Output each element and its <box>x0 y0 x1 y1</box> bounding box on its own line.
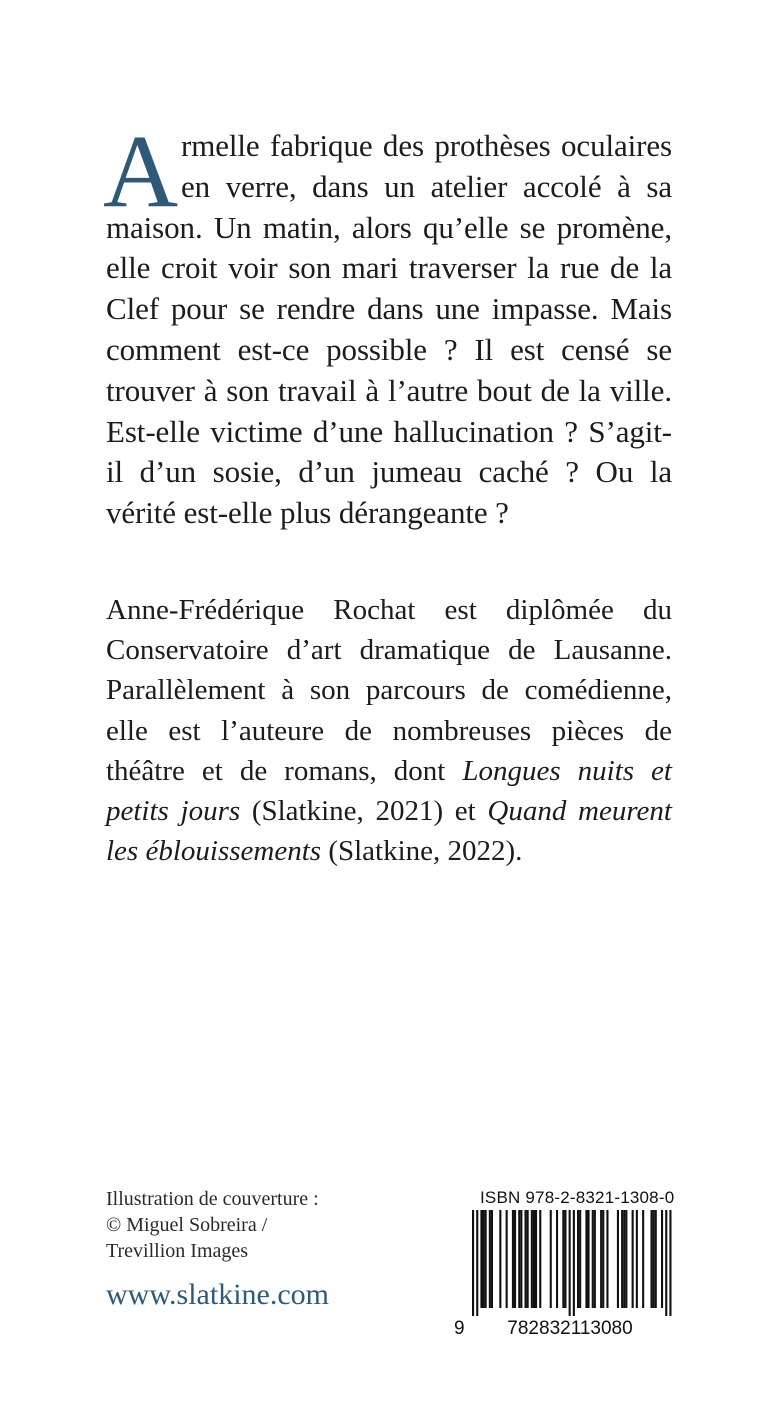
synopsis-paragraph <box>103 114 672 534</box>
barcode-bar <box>562 1210 564 1308</box>
barcode-bar <box>556 1210 558 1308</box>
barcode-bar <box>621 1210 623 1308</box>
barcode-graphic <box>452 1210 678 1338</box>
isbn-label: ISBN 978-2-8321-1308-0 <box>480 1188 675 1207</box>
credits-line-3: Trevillion Images <box>106 1240 249 1262</box>
author-bio <box>106 590 672 871</box>
barcode-bar <box>602 1210 604 1308</box>
barcode-bar <box>485 1210 487 1308</box>
barcode-bar <box>594 1210 596 1308</box>
barcode-bar <box>651 1210 653 1308</box>
barcode-bar <box>625 1210 627 1308</box>
barcode-bar <box>491 1210 493 1308</box>
bio-text-3: (Slatkine, 2022). <box>321 835 523 868</box>
credits-line-1: Illustration de couverture : <box>106 1188 319 1210</box>
barcode-bar <box>520 1210 522 1308</box>
barcode-bar <box>592 1210 594 1308</box>
isbn-barcode <box>452 1188 678 1338</box>
barcode-bar <box>617 1210 619 1308</box>
barcode-bar <box>550 1210 552 1308</box>
barcode-bar <box>476 1210 478 1316</box>
barcode-bar <box>535 1210 537 1308</box>
publisher-website[interactable]: www.slatkine.com <box>106 1278 330 1311</box>
barcode-bar <box>489 1210 491 1308</box>
barcode-digit-first: 9 <box>454 1318 465 1338</box>
synopsis-text: rmelle fabrique des prothèses oculaires en verre, dans un atelier accolé à sa maison. Un matin, alors qu’elle se promène, elle croit voir son mari traverser la rue de la Clef pour se rendre dans une impasse. Mais comment est-ce possible ? Il est censé se trouver à son travail à l’autre bout de la ville. Est-elle victime d’une hallucination ? S’agit-il d’un sosie, d’un jumeau caché ? Ou la vérité est-elle plus dérangeante ? <box>106 128 672 531</box>
barcode-bar <box>653 1210 655 1308</box>
barcode-bar <box>585 1210 587 1308</box>
book-title-2: Quand meurent les éblouissements <box>106 795 672 868</box>
barcode-bar <box>669 1210 671 1316</box>
barcode-bar <box>579 1210 581 1308</box>
barcode-bar <box>636 1210 638 1308</box>
barcode-bar <box>600 1210 602 1308</box>
barcode-bar <box>533 1210 535 1308</box>
drop-cap-letter: A <box>103 114 179 229</box>
barcode-bar <box>525 1210 527 1308</box>
barcode-bar <box>472 1210 474 1316</box>
credits-line-2: © Miguel Sobreira / <box>106 1214 268 1236</box>
barcode-bar <box>539 1210 541 1308</box>
barcode-bar <box>527 1210 529 1308</box>
book-title-1: Longues nuits et petits jours <box>106 754 672 828</box>
barcode-bars <box>472 1210 672 1316</box>
barcode-bar <box>573 1210 575 1316</box>
bio-text-1: Anne-Frédérique Rochat est diplômée du Conservatoire d’art dramatique de Lausanne. Parallèlement à son parcours de comédienne, elle est l’auteure de nombreuses pièces de théâtre et de romans, dont <box>106 594 672 787</box>
barcode-bar <box>632 1210 634 1308</box>
barcode-bar <box>499 1210 501 1308</box>
barcode-bar <box>655 1210 657 1308</box>
barcode-digits: 782832113080 <box>507 1318 633 1338</box>
barcode-bar <box>518 1210 520 1308</box>
barcode-bar <box>661 1210 663 1308</box>
barcode-bar <box>577 1210 579 1308</box>
barcode-bar <box>569 1210 571 1316</box>
barcode-bar <box>531 1210 533 1308</box>
barcode-bar <box>606 1210 608 1308</box>
cover-credits <box>106 1186 319 1264</box>
barcode-bar <box>564 1210 566 1308</box>
bio-text-2: (Slatkine, 2021) et <box>240 795 488 828</box>
barcode-bar <box>480 1210 482 1308</box>
barcode-bar <box>512 1210 514 1308</box>
barcode-bar <box>642 1210 644 1308</box>
barcode-bar <box>514 1210 516 1308</box>
barcode-bar <box>506 1210 508 1308</box>
barcode-bar <box>623 1210 625 1308</box>
barcode-bar <box>665 1210 667 1316</box>
barcode-bar <box>588 1210 590 1308</box>
barcode-bar <box>483 1210 485 1308</box>
